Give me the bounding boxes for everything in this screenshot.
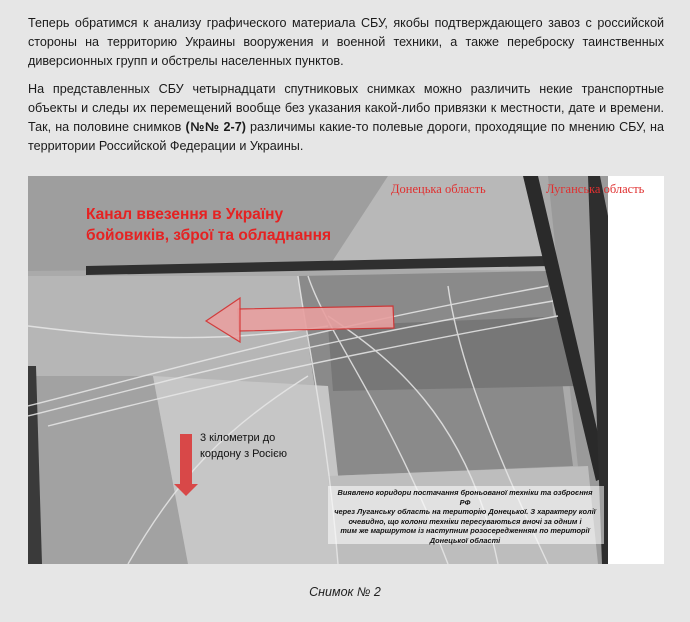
distance-label-line2: кордону з Росією [200,448,287,460]
intro-paragraph [28,14,664,71]
annotation-line: тим же маршрутом із наступним розосередженням по території [340,526,590,536]
annotation-line: через Луганську область на територію Донецької. З характеру колії [334,507,596,517]
annotation-line: Виявлено коридори постачання броньованої техніки та озброєння РФ [337,488,593,507]
canal-label [86,204,331,246]
figure-caption: Снимок № 2 [309,585,381,599]
region-label-luhansk: Луганська область [546,182,645,196]
image-annotation [334,488,596,546]
analysis-paragraph-end: различимы какие-то полевые дороги, проходящие по мнению СБУ, на территории Российской Федерации и Украины. [28,120,665,153]
distance-label [200,430,287,462]
canal-label-line2: бойовиків, зброї та обладнання [86,227,332,244]
image-range-reference: (№№ 2-7) [185,120,246,134]
annotation-line: Донецької області [429,535,501,545]
annotation-line: очевидно, що колони техніки пересуваються вночі за одним і [348,516,582,526]
region-label-donetsk: Донецька область [391,182,486,196]
analysis-paragraph [28,80,664,156]
intro-paragraph-text: Теперь обратимся к анализу графического материала СБУ, якобы подтверждающего завоз с российской стороны на территорию Украины вооружения и военной техники, а также переброску таинственных диверсионных групп и обстрелы населенных пунктов. [28,16,664,68]
analysis-paragraph-start: На представленных СБУ четырнадцати спутниковых снимках можно различить некие транспортные объекты и следы их перемещений вообще без указания какой-либо привязки к местности, дате и времени. Так, на половине снимков [28,82,664,134]
canal-label-line1: Канал ввезення в Україну [86,206,284,223]
satellite-figure [28,176,664,564]
distance-label-line1: 3 кілометри до [200,432,276,444]
